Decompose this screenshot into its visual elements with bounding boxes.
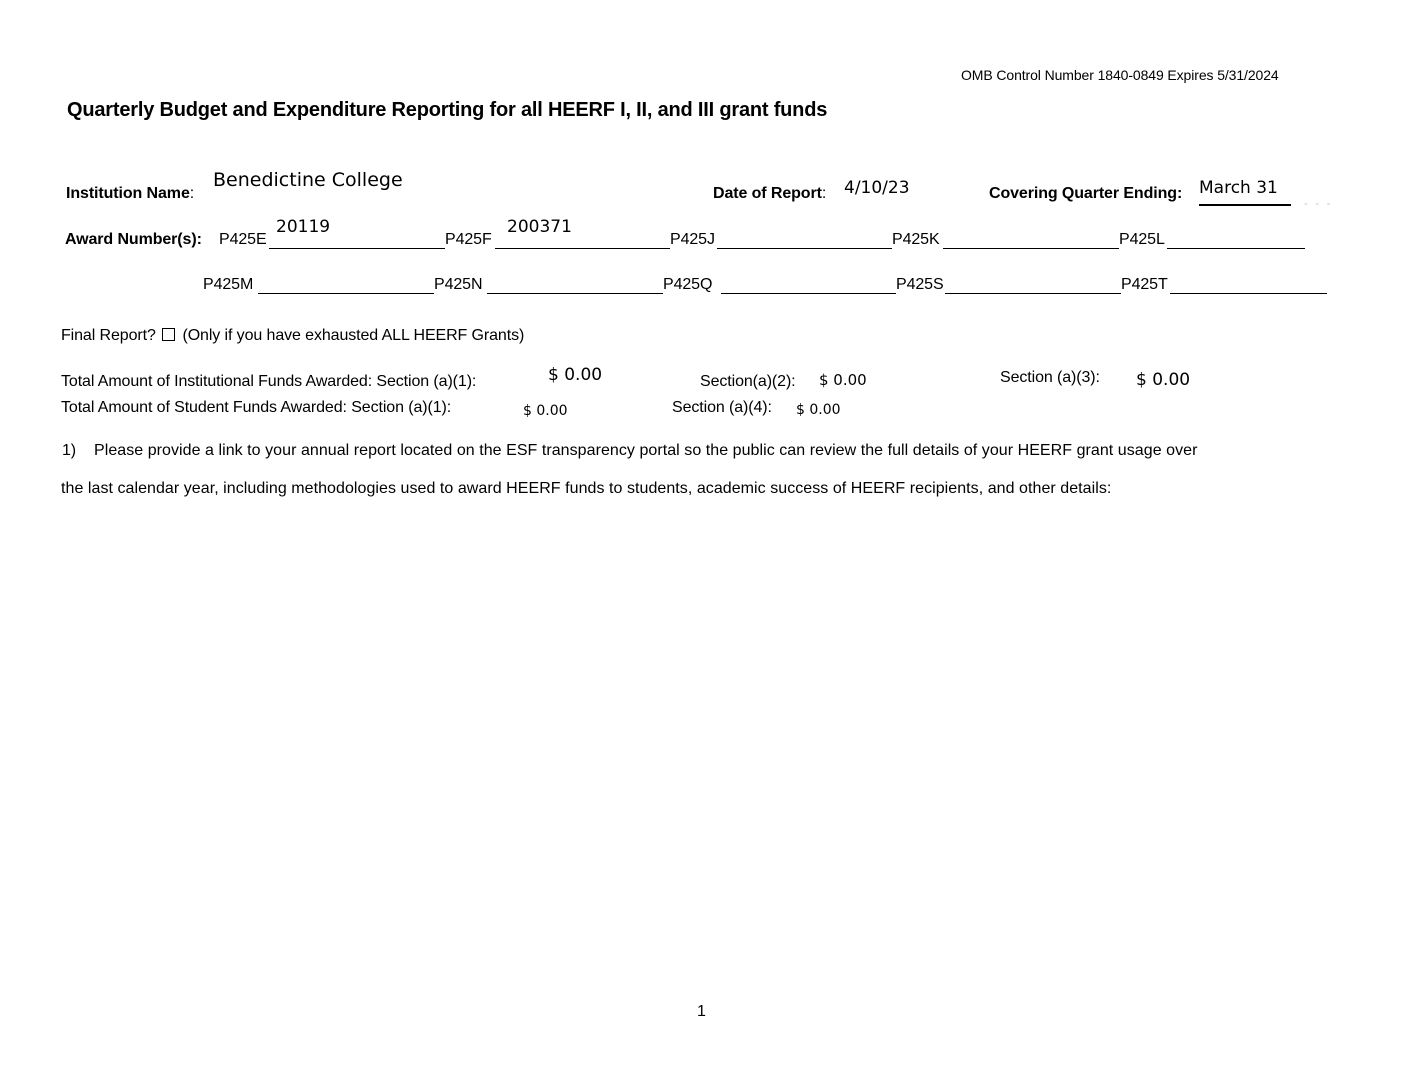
award-value-p425f[interactable]: 200371 [507, 217, 572, 237]
question-1-line-2: the last calendar year, including methodologies used to award HEERF funds to students, academic success of HEERF recipients, and other details: [61, 480, 1112, 497]
section-a2-value[interactable]: $ 0.00 [819, 371, 867, 389]
covering-quarter-value[interactable]: March 31 [1199, 178, 1278, 198]
award-line-p425s[interactable] [945, 279, 1121, 294]
section-a2-label: Section(a)(2): [700, 373, 796, 390]
award-code-p425m: P425M [203, 276, 254, 293]
final-report-label: Final Report? [61, 327, 156, 344]
award-numbers-label: Award Number(s): [65, 231, 202, 248]
institutional-funds-label: Total Amount of Institutional Funds Awarded: Section (a)(1): [61, 373, 477, 390]
date-of-report-label: Date of Report [713, 185, 822, 202]
question-1-number: 1) [62, 442, 77, 459]
award-line-p425k[interactable] [943, 234, 1119, 249]
page-number: 1 [697, 1003, 706, 1020]
award-line-p425n[interactable] [487, 279, 663, 294]
student-a1-value[interactable]: $ 0.00 [523, 403, 568, 419]
award-code-p425q: P425Q [663, 276, 713, 293]
award-code-p425f: P425F [445, 231, 492, 248]
award-value-p425e[interactable]: 20119 [276, 217, 331, 237]
award-line-p425l[interactable] [1167, 234, 1305, 249]
award-line-p425j[interactable] [717, 234, 892, 249]
question-1-line-1: Please provide a link to your annual report located on the ESF transparency portal so the public can review the full details of your HEERF grant usage over [94, 442, 1198, 459]
covering-quarter-underline [1199, 204, 1291, 206]
institution-name-label: Institution Name [66, 185, 190, 202]
award-code-p425l: P425L [1119, 231, 1165, 248]
student-funds-label: Total Amount of Student Funds Awarded: Section (a)(1): [61, 399, 452, 416]
award-code-p425e: P425E [219, 231, 267, 248]
award-code-p425n: P425N [434, 276, 483, 293]
section-a3-label: Section (a)(3): [1000, 369, 1100, 386]
date-of-report-value[interactable]: 4/10/23 [844, 178, 910, 198]
final-report-checkbox[interactable] [162, 328, 175, 341]
final-report-note: (Only if you have exhausted ALL HEERF Grants) [182, 327, 525, 344]
award-line-p425m[interactable] [258, 279, 434, 294]
award-line-p425t[interactable] [1170, 279, 1327, 294]
faint-mark: - - - [1304, 196, 1333, 210]
award-code-p425k: P425K [892, 231, 940, 248]
covering-quarter-label: Covering Quarter Ending: [989, 185, 1183, 202]
institutional-a1-value[interactable]: $ 0.00 [548, 365, 603, 385]
final-report-row [61, 327, 524, 345]
section-a4-value[interactable]: $ 0.00 [796, 402, 841, 418]
section-a4-label: Section (a)(4): [672, 399, 772, 416]
award-code-p425s: P425S [896, 276, 944, 293]
award-code-p425j: P425J [670, 231, 715, 248]
award-line-p425q[interactable] [721, 279, 896, 294]
date-of-report-colon: : [821, 185, 827, 202]
omb-control-number: OMB Control Number 1840-0849 Expires 5/31/2024 [961, 67, 1279, 83]
section-a3-value[interactable]: $ 0.00 [1136, 370, 1191, 390]
award-code-p425t: P425T [1121, 276, 1168, 293]
date-of-report-field [713, 185, 826, 203]
page-title: Quarterly Budget and Expenditure Reporting for all HEERF I, II, and III grant funds [67, 99, 828, 121]
institution-name-colon: : [189, 185, 195, 202]
institution-name-value[interactable]: Benedictine College [213, 169, 403, 191]
institution-name-field [66, 185, 194, 203]
